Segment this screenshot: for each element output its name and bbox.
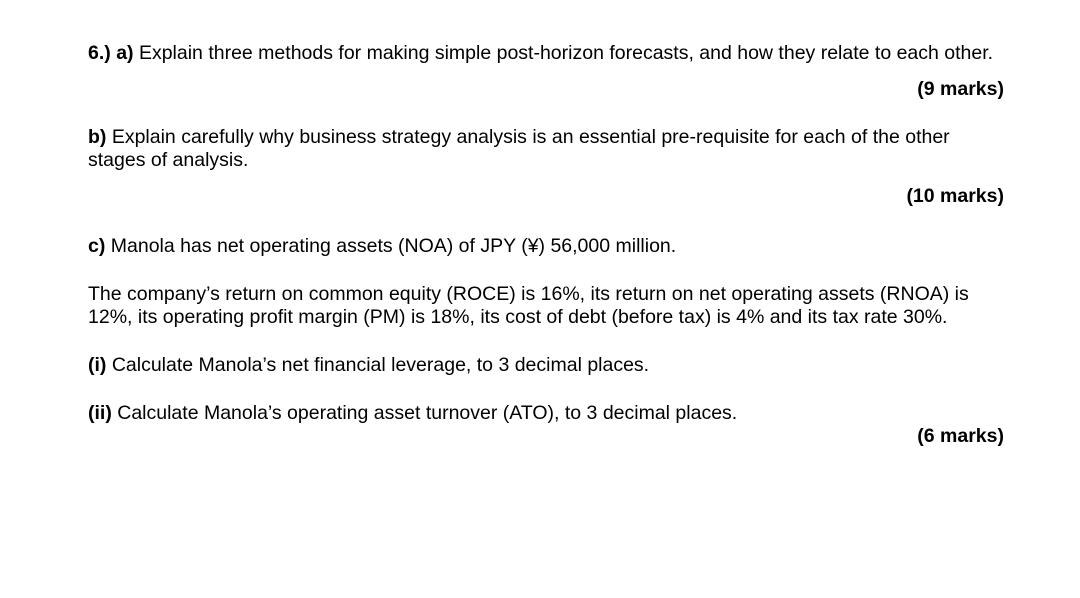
part-b-marks: (10 marks) bbox=[906, 185, 1004, 207]
part-b-label: b) bbox=[88, 126, 107, 148]
part-c-intro bbox=[88, 235, 1004, 258]
question-number: 6.) bbox=[88, 42, 111, 64]
part-c-intro-text: Manola has net operating assets (NOA) of JPY (¥) 56,000 million. bbox=[105, 235, 677, 257]
part-b-question bbox=[88, 126, 1004, 172]
part-c-sub-ii bbox=[88, 402, 1004, 425]
part-c-sub-i bbox=[88, 354, 1004, 377]
part-a-marks: (9 marks) bbox=[917, 78, 1004, 100]
part-a-question bbox=[88, 42, 1004, 65]
sub-ii-text: Calculate Manola’s operating asset turnover (ATO), to 3 decimal places. bbox=[111, 402, 738, 424]
sub-ii-label: (ii) bbox=[88, 402, 112, 424]
part-c-label: c) bbox=[88, 235, 106, 257]
sub-i-label: (i) bbox=[88, 354, 107, 376]
part-c-marks: (6 marks) bbox=[917, 425, 1004, 447]
part-a-label: a) bbox=[116, 42, 134, 64]
part-b-text: Explain carefully why business strategy analysis is an essential pre-requisite for each of the other stages of analysis. bbox=[88, 126, 950, 171]
sub-i-text: Calculate Manola’s net financial leverage, to 3 decimal places. bbox=[106, 354, 650, 376]
exam-question bbox=[88, 42, 1004, 448]
part-c-details: The company’s return on common equity (ROCE) is 16%, its return on net operating assets (RNOA) is 12%, its operating profit margin (PM) is 18%, its cost of debt (before tax) is 4% and its tax rate 30%. bbox=[88, 283, 969, 328]
part-a-text: Explain three methods for making simple post-horizon forecasts, and how they relate to each other. bbox=[133, 42, 994, 64]
